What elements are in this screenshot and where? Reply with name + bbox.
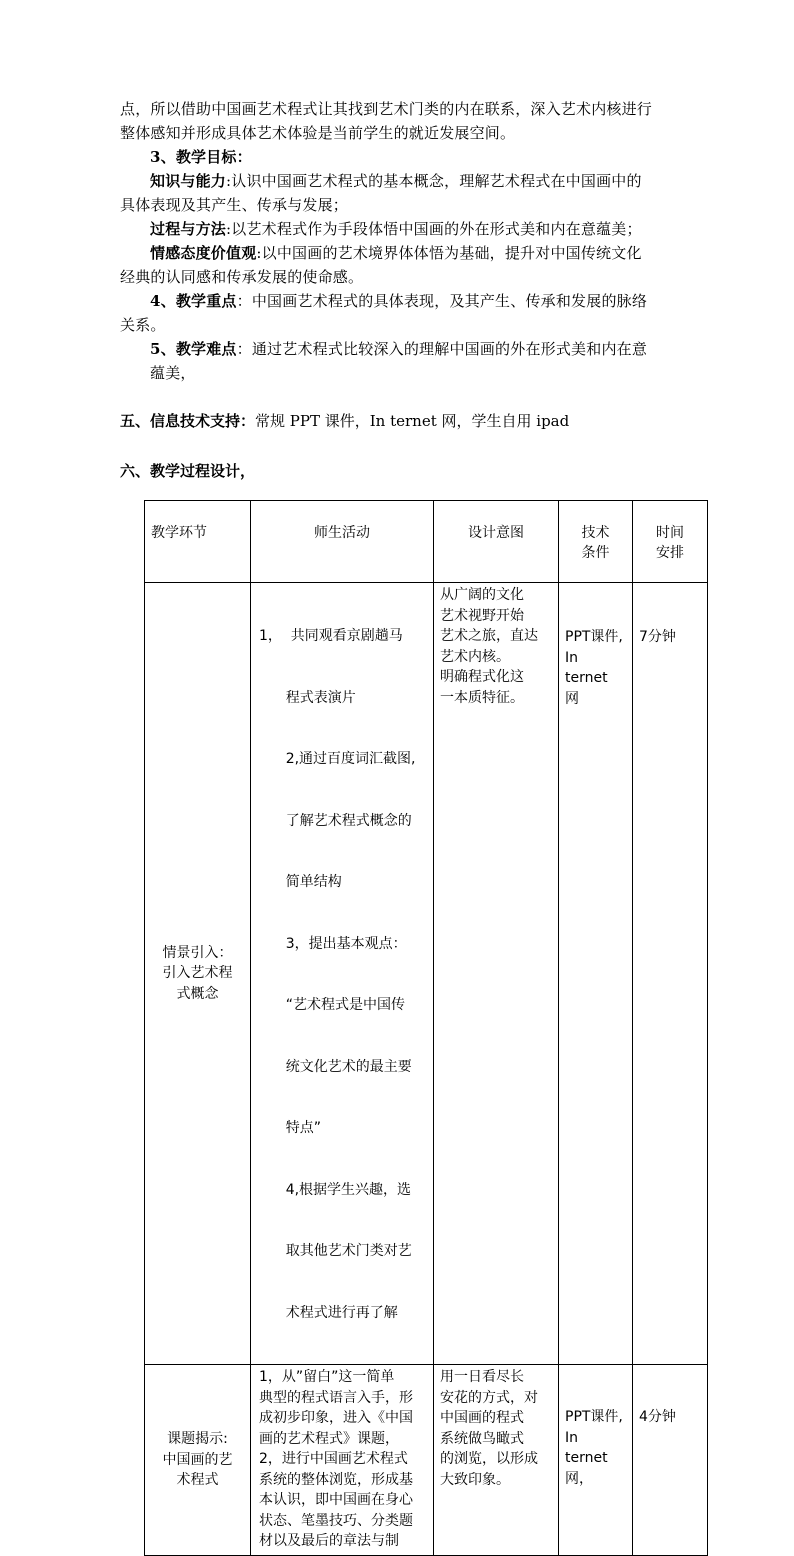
row1-activity-line: 1， 共同观看京剧趟马 — [259, 628, 403, 644]
row2-intent-line: 中国画的程式 — [440, 1410, 524, 1426]
header-time — [633, 501, 707, 563]
row2-activity-line: 2，进行中国画艺术程式 — [259, 1451, 408, 1467]
row2-tech-line: PPT课件, — [565, 1409, 623, 1425]
row1-tech-cell — [559, 583, 633, 1365]
row1-intent-line: 艺术内核。 — [440, 648, 510, 665]
row2-intent-line: 系统做鸟瞰式 — [440, 1430, 524, 1447]
row2-activity-line: 本认识，即中国画在身心 — [259, 1492, 413, 1508]
teaching-difficulty-label: 5、教学难点 — [150, 340, 237, 358]
goal-emotion-cont: 经典的认同感和传承发展的使命感。 — [120, 268, 364, 286]
row1-activity-line: 4,根据学生兴趣，选 — [259, 1181, 412, 1198]
teaching-difficulty — [150, 338, 647, 360]
header-intent: 设计意图 — [468, 525, 524, 541]
row1-activity-line: 取其他艺术门类对艺 — [259, 1243, 412, 1259]
row2-stage-line: 课题揭示: — [167, 1431, 228, 1448]
row1-intent-line: 艺术之旅，直达 — [440, 628, 538, 644]
para-line-2: 整体感知并形成具体艺术体验是当前学生的就近发展空间。 — [120, 124, 516, 142]
row2-intent-cell — [434, 1365, 559, 1556]
row1-intent-line: 艺术视野开始 — [440, 607, 524, 624]
row2-intent-line: 安花的方式，对 — [440, 1389, 538, 1406]
row1-time-cell — [633, 583, 708, 1365]
header-teacher-cell — [251, 501, 434, 583]
goal-knowledge — [150, 170, 642, 192]
header-tech-line2: 条件 — [581, 545, 610, 561]
row2-time: 4分钟 — [639, 1409, 676, 1425]
section-5-label: 五、信息技术支持： — [120, 412, 256, 430]
header-teacher: 师生活动 — [314, 525, 370, 541]
row1-stage-line: 式概念 — [176, 985, 219, 1002]
row1-intent-line: 明确程式化这 — [440, 669, 524, 685]
table-header-row — [145, 501, 708, 583]
row1-intent-cell — [434, 583, 559, 1365]
teaching-focus-label: 4、教学重点 — [150, 292, 237, 310]
row1-intent-line: 一本质特征。 — [440, 689, 524, 706]
goal-knowledge-cont: 具体表现及其产生、传承与发展； — [120, 196, 349, 214]
row2-activity-line: 成初步印象，进入《中国 — [259, 1410, 413, 1426]
row2-activity-line: 1，从”留白”这一简单 — [259, 1369, 395, 1385]
row1-activity-line: 程式表演片 — [259, 689, 356, 706]
section-5 — [120, 410, 569, 432]
row2-intent — [434, 1365, 558, 1490]
row2-intent-line: 用一日看尽长 — [440, 1369, 524, 1385]
row2-tech-line: In — [565, 1429, 579, 1446]
row1-activity — [251, 583, 433, 1364]
goal-emotion-text: :以中国画的艺术境界体体悟为基础，提升对中国传统文化 — [256, 244, 642, 262]
row1-activity-line: 简单结构 — [259, 874, 342, 890]
row2-time-cell — [633, 1365, 708, 1556]
goal-knowledge-label: 知识与能力 — [150, 172, 227, 190]
row1-activity-line: 3，提出基本观点： — [259, 935, 407, 952]
row2-activity-line: 状态、笔墨技巧、分类题 — [259, 1512, 413, 1529]
row1-tech — [559, 583, 632, 709]
row1-activity-line: “艺术程式是中国传 — [259, 997, 405, 1013]
header-time-cell — [633, 501, 708, 583]
row1-intent — [434, 583, 558, 708]
row1-stage-line: 引入艺术程 — [162, 965, 233, 982]
row2-tech-line: 网， — [565, 1470, 593, 1487]
row2-stage-line: 术程式 — [176, 1472, 219, 1489]
row1-tech-line: ternet — [565, 670, 608, 686]
header-stage-cell — [145, 501, 251, 583]
row2-activity-line: 系统的整体浏览，形成基 — [259, 1471, 413, 1488]
row2-tech-line: ternet — [565, 1450, 608, 1466]
teaching-difficulty-cont: 蕴美， — [150, 364, 196, 382]
row2-intent-line: 的浏览，以形成 — [440, 1451, 538, 1467]
row1-activity-line: 统文化艺术的最主要 — [259, 1058, 412, 1075]
row2-activity-line: 材以及最后的章法与制 — [259, 1533, 399, 1549]
header-tech — [559, 501, 632, 563]
row2-activity-cell — [251, 1365, 434, 1556]
header-intent-cell — [434, 501, 559, 583]
row2-tech — [559, 1365, 632, 1489]
row1-activity-line: 2,通过百度词汇截图, — [259, 751, 416, 767]
header-time-line1: 时间 — [656, 525, 684, 541]
row2-activity-line: 典型的程式语言入手，形 — [259, 1389, 413, 1406]
row1-intent-line: 从广阔的文化 — [440, 587, 524, 603]
teaching-difficulty-text: ：通过艺术程式比较深入的理解中国画的外在形式美和内在意 — [236, 340, 648, 358]
section-5-text: 常规 PPT 课件，In ternet 网，学生自用 ipad — [255, 412, 570, 430]
row2-tech-cell — [559, 1365, 633, 1556]
goal-process-label: 过程与方法 — [150, 220, 227, 238]
row2-activity — [251, 1365, 433, 1552]
teaching-focus-text: ：中国画艺术程式的具体表现，及其产生、传承和发展的脉络 — [236, 292, 648, 310]
table-row — [145, 1365, 708, 1556]
row1-tech-line: In — [565, 649, 579, 666]
row1-stage-cell — [145, 583, 251, 1365]
goal-knowledge-text: :认识中国画艺术程式的基本概念，理解艺术程式在中国画中的 — [226, 172, 642, 190]
header-stage: 教学环节 — [151, 525, 207, 541]
goal-process-text: :以艺术程式作为手段体悟中国画的外在形式美和内在意蕴美； — [226, 220, 642, 238]
header-tech-cell — [559, 501, 633, 583]
row2-stage-line: 中国画的艺 — [162, 1451, 233, 1468]
goal-emotion-label: 情感态度价值观 — [150, 244, 257, 262]
row1-activity-cell — [251, 583, 434, 1365]
header-time-line2: 安排 — [656, 545, 684, 561]
teaching-focus — [150, 290, 647, 312]
teaching-process-table — [144, 500, 708, 1556]
para-line-1: 点，所以借助中国画艺术程式让其找到艺术门类的内在联系，深入艺术内核进行 — [120, 100, 653, 118]
row1-activity-line: 了解艺术程式概念的 — [259, 812, 412, 829]
row1-activity-line: 特点” — [259, 1120, 321, 1136]
row1-tech-line: PPT课件, — [565, 629, 623, 645]
goal-heading: 3、教学目标： — [150, 148, 252, 166]
row2-stage-cell — [145, 1365, 251, 1556]
row1-tech-line: 网 — [565, 690, 579, 707]
table-row — [145, 583, 708, 1365]
goal-process — [150, 218, 642, 240]
row2-activity-line: 画的艺术程式》课题， — [259, 1430, 399, 1447]
goal-emotion — [150, 242, 642, 264]
row1-stage — [145, 943, 250, 1005]
section-6-heading: 六、教学过程设计， — [120, 462, 256, 480]
row1-time: 7分钟 — [639, 629, 676, 645]
header-tech-line1: 技术 — [581, 525, 610, 541]
teaching-focus-cont: 关系。 — [120, 316, 166, 334]
row1-activity-line: 术程式进行再了解 — [259, 1304, 398, 1321]
row2-intent-line: 大致印象。 — [440, 1471, 510, 1488]
row2-stage — [145, 1429, 250, 1491]
row1-stage-line: 情景引入： — [162, 944, 233, 961]
